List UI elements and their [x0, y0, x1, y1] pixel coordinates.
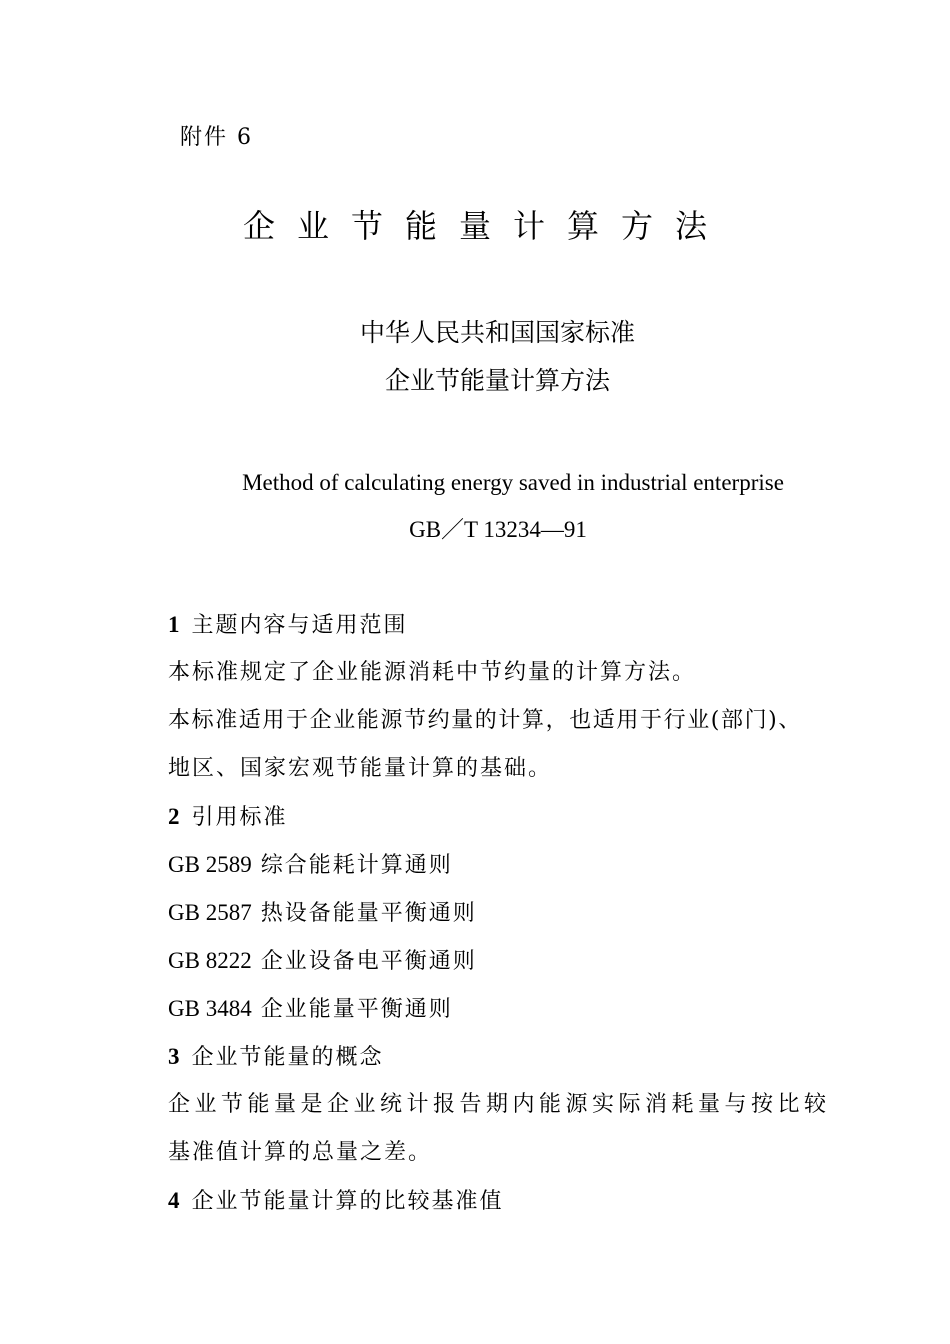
reference-item — [168, 897, 848, 930]
reference-code: GB 2589 — [168, 852, 252, 877]
section-number: 3 — [168, 1044, 180, 1069]
section-number: 4 — [168, 1188, 180, 1213]
section-number: 2 — [168, 804, 180, 829]
section-heading-3 — [168, 1041, 848, 1074]
reference-name: 热设备能量平衡通则 — [260, 901, 477, 926]
reference-item — [168, 945, 848, 978]
section-heading-text: 企业节能量计算的比较基准值 — [191, 1189, 504, 1214]
paragraph-line: 基准值计算的总量之差。 — [168, 1140, 433, 1165]
section-heading-text: 主题内容与适用范围 — [191, 613, 408, 638]
reference-item — [168, 993, 848, 1026]
main-title: 企业节能量计算方法 — [242, 207, 729, 245]
paragraph-line: 本标准适用于企业能源节约量的计算，也适用于行业(部门)、 — [168, 708, 802, 733]
reference-code: GB 8222 — [168, 948, 252, 973]
paragraph-line: 企业节能量是企业统计报告期内能源实际消耗量与按比较 — [168, 1092, 831, 1117]
reference-code: GB 2587 — [168, 900, 252, 925]
standard-code: GB／T 13234—91 — [409, 517, 587, 542]
reference-code: GB 3484 — [168, 996, 252, 1021]
section-heading-text: 引用标准 — [191, 805, 288, 830]
section-heading-1 — [168, 609, 848, 642]
reference-item — [168, 849, 848, 882]
reference-name: 综合能耗计算通则 — [260, 853, 453, 878]
subtitle-line-2: 企业节能量计算方法 — [384, 366, 610, 395]
attachment-label: 附件 6 — [180, 125, 253, 150]
reference-name: 企业设备电平衡通则 — [260, 949, 477, 974]
section-heading-4 — [168, 1185, 848, 1218]
subtitle-line-1: 中华人民共和国国家标准 — [359, 318, 635, 347]
paragraph-line: 地区、国家宏观节能量计算的基础。 — [168, 756, 553, 781]
section-number: 1 — [168, 612, 180, 637]
reference-name: 企业能量平衡通则 — [260, 997, 453, 1022]
section-heading-text: 企业节能量的概念 — [191, 1045, 384, 1070]
paragraph-line: 本标准规定了企业能源消耗中节约量的计算方法。 — [168, 660, 697, 685]
section-heading-2 — [168, 801, 848, 834]
english-title: Method of calculating energy saved in industrial enterprise — [242, 470, 784, 495]
